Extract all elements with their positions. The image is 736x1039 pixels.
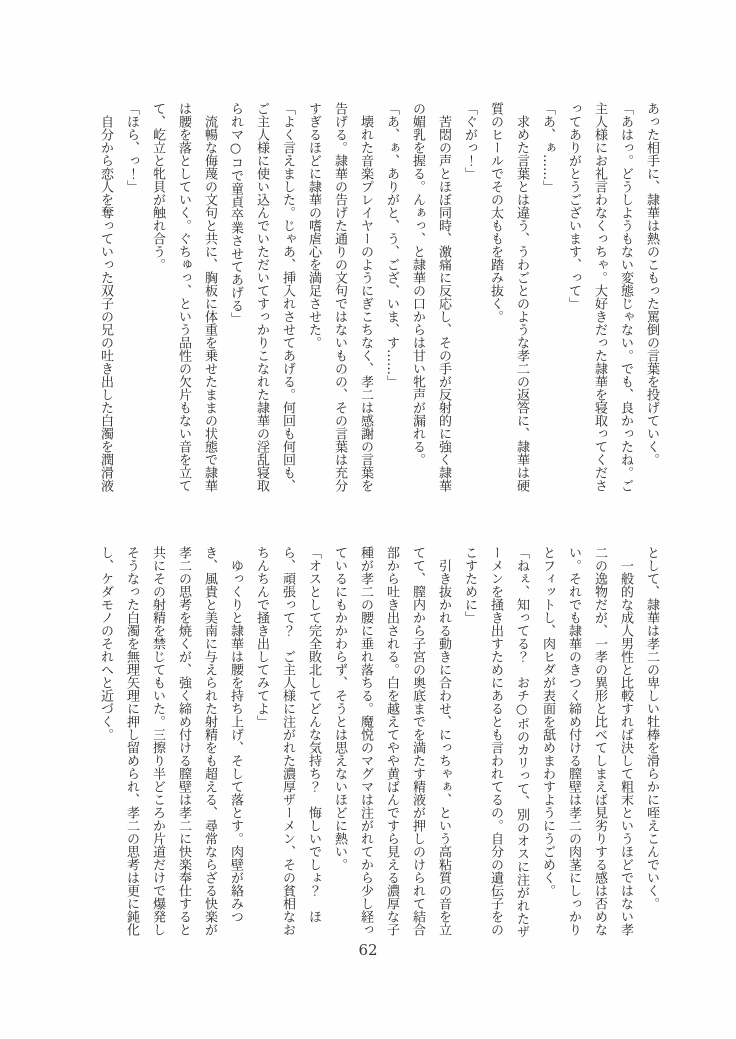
narration-paragraph: 求めた言葉とは違う、うわごとのような孝二の返答に、隷華は硬質のヒールでその太ももを踏み抜く。 (488, 102, 529, 492)
narration-paragraph: あった相手に、隷華は熱のこもった罵倒の言葉を投げていく。 (644, 102, 659, 466)
text-register-bottom (92, 546, 664, 940)
narration-paragraph: 壊れた音楽プレイヤーのようにぎこちなく、孝二は感謝の言葉を告げる。隷華の告げた通りの文句ではないものの、その言葉は充分すぎるほどに隷華の嗜虐心を満足させた。 (306, 102, 373, 492)
dialogue-line: 「オスとして完全敗北してどんな気持ち？ 悔しいでしょ？ ほら、頑張って？ ご主人様に注がれた濃厚ザーメン、その貧相なおちんちんで掻き出してみてよ」 (254, 546, 321, 936)
dialogue-line: 「あ、ぁ、ありがと、う、ござ、いま、す……」 (384, 102, 399, 388)
dialogue-line: 「ほら、っ！」 (124, 102, 139, 193)
dialogue-line: 「ねぇ、知ってる？ おチ○ポのカリって、別のオスに注がれたザーメンを掻き出すためにあるとも言われてるの。自分の遺伝子をのこすために」 (462, 546, 529, 938)
dialogue-line: 「あ、ぁ……」 (540, 102, 555, 193)
dialogue-line: 「ぐがっ！」 (462, 102, 477, 180)
narration-paragraph: 苦悶の声とほぼ同時、激痛に反応し、その手が反射的に強く隷華の媚乳を握る。んぁっ、と隷華の口からは甘い牝声が漏れる。 (410, 102, 451, 492)
dialogue-line: 「あはっ。どうしようもない変態じゃない。でも、良かったね。ご主人様にお礼言わなくっちゃ。大好きだった隷華を寝取ってくださってありがとうございます、って」 (566, 102, 633, 492)
text-register-top (92, 102, 664, 496)
narration-paragraph: ゆっくりと隷華は腰を持ち上げ、そして落とす。肉壁が絡みつき、風貴と美南に与えられた射精をも超える、尋常ならざる快楽が孝二の思考を焼くが、強く締め付ける膣壁は孝二に快楽奉仕すると共にその射精を禁じてもいた。三擦り半どころか片道だけで爆発しそうなった白濁を無理矢理に押し留められ、孝二の思考は更に鈍化し、ケダモノのそれへと近づく。 (98, 546, 243, 936)
dialogue-line: 「よく言えました。じゃあ、挿入れさせてあげる。何回も何回も、ご主人様に使い込んでいただいてすっかりこなれた隷華の淫乱寝取られマ○コで童貞卒業させてあげる」 (228, 102, 295, 492)
narration-paragraph: 一般的な成人男性と比較すれば決して粗末というほどではない孝二の逸物だが、一孝の異形と比べてしまえば見劣りする感は否めない。それでも隷華のきつく締め付ける膣壁は孝二の肉茎にしっかりとフィットし、肉ヒダが表面を舐めまわすようにうごめく。 (540, 546, 633, 936)
narration-paragraph: 引き抜かれる動きに合わせ、にっちゃぁ、という高粘質の音を立てて、膣内から子宮の奥底までを満たす精液が押しのけられて結合部から吐き出される。白を越えてやや黄ばんですら見える濃厚な子種が孝二の腰に垂れ落ちる。魔悦のマグマは注がれてから少し経っているにもかかわらず、そうとは思えないほどに熱い。 (332, 546, 451, 936)
page-number: 62 (358, 941, 378, 959)
narration-paragraph: 自分から恋人を奪っていった双子の兄の吐き出した白濁を潤滑液 (98, 115, 113, 492)
narration-paragraph: 流暢な侮蔑の文句と共に、胸板に体重を乗せたままの状態で隷華は腰を落としていく。ぐちゅっ、という品性の欠片もない音を立てて、屹立と牝貝が触れ合う。 (150, 102, 217, 492)
narration-paragraph: として、隷華は孝二の卑しい牡棒を滑らかに咥えこんでいく。 (644, 546, 659, 910)
